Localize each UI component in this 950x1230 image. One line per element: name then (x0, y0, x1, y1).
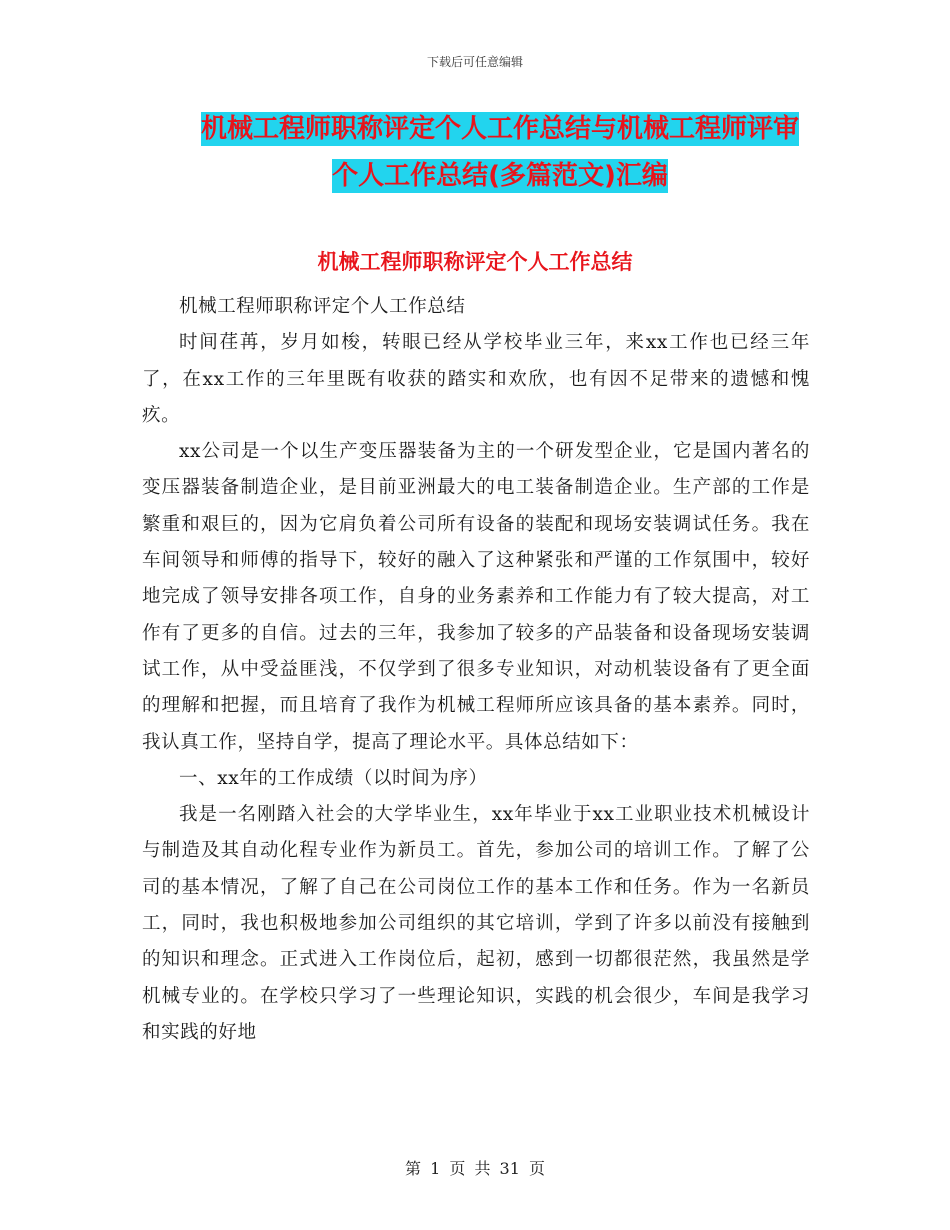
section-title: 机械工程师职称评定个人工作总结 (317, 250, 633, 274)
paragraph: xx公司是一个以生产变压器装备为主的一个研发型企业，它是国内著名的变压器装备制造企业，是目前亚洲最大的电工装备制造企业。生产部的工作是繁重和艰巨的，因为它肩负着公司所有设备的装配和现场安装调试任务。我在车间领导和师傅的指导下，较好的融入了这种紧张和严谨的工作氛围中，较好地完成了领导安排各项工作，自身的业务素养和工作能力有了较大提高，对工作有了更多的自信。过去的三年，我参加了较多的产品装备和设备现场安装调试工作，从中受益匪浅，不仅学到了很多专业知识，对动机装设备有了更全面的理解和把握，而且培育了我作为机械工程师所应该具备的基本素养。同时，我认真工作，坚持自学，提高了理论水平。具体总结如下： (142, 441, 810, 753)
paragraph: 我是一名刚踏入社会的大学毕业生，xx年毕业于xx工业职业技术机械设计与制造及其自动化程专业作为新员工。首先，参加公司的培训工作。了解了公司的基本情况，了解了自己在公司岗位工作的基本工作和任务。作为一名新员工，同时，我也积极地参加公司组织的其它培训，学到了许多以前没有接触到的知识和理念。正式进入工作岗位后，起初，感到一切都很茫然，我虽然是学机械专业的。在学校只学习了一些理论知识，实践的机会很少，车间是我学习和实践的好地 (142, 804, 810, 1043)
document-title (190, 106, 810, 200)
document-title-line-1: 机械工程师职称评定个人工作总结与机械工程师评审 (200, 114, 799, 144)
paragraph: 机械工程师职称评定个人工作总结 (179, 296, 466, 317)
page-number: 第 1 页 共 31 页 (405, 1159, 545, 1178)
header-note: 下载后可任意编辑 (426, 55, 523, 69)
document-title-line-2: 个人工作总结(多篇范文)汇编 (332, 161, 668, 191)
paragraph: 时间荏苒，岁月如梭，转眼已经从学校毕业三年，来xx工作也已经三年了，在xx工作的三年里既有收获的踏实和欢欣，也有因不足带来的遗憾和愧疚。 (142, 332, 810, 426)
document-body (142, 289, 810, 1051)
paragraph: 一、xx年的工作成绩（以时间为序） (179, 767, 488, 789)
